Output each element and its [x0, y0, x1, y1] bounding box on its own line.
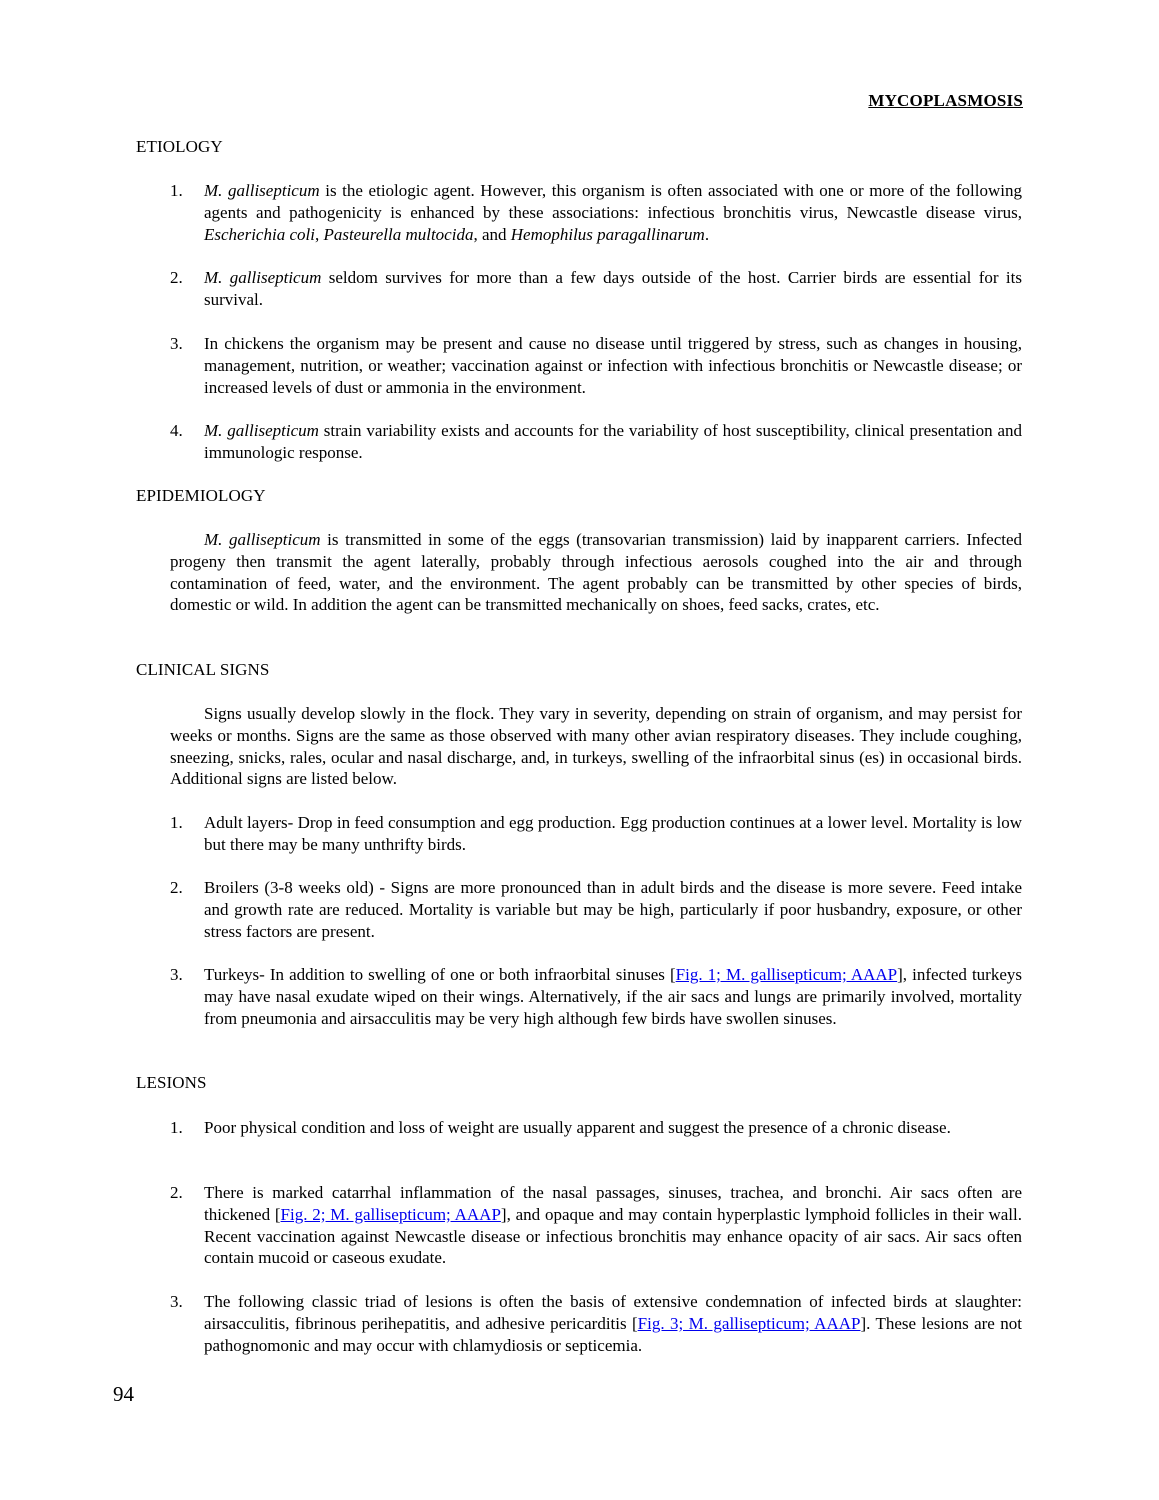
item-number: 1. — [170, 1118, 183, 1137]
item-number: 3. — [170, 334, 183, 353]
clinical-signs-intro: Signs usually develop slowly in the flock. They vary in severity, depending on strain of organism, and may persist for weeks or months. Signs are the same as those observed with many other avian respiratory diseases. They include coughing, sneezing, snicks, rales, ocular and nasal discharge, and, in turkeys, swelling of the infraorbital sinus (es) in occasional birds. Additional signs are listed below. — [170, 704, 1022, 789]
item-text: M. gallisepticum is the etiologic agent. However, this organism is often associated with one or more of the following agents and pathogenicity is enhanced by these associations: infectious bronchitis virus, Newcastle disease virus, Escherichia coli, Pasteurella multocida, and Hemophilus paragallinarum. — [204, 181, 1023, 244]
etiology-item-3 — [170, 333, 1022, 398]
item-text: Turkeys- In addition to swelling of one or both infraorbital sinuses [Fig. 1; M. gallisepticum; AAAP], infected turkeys may have nasal exudate wiped on their wings. Alternatively, if the air sacs and lungs are primarily involved, mortality from pneumonia and airsacculitis may be very high although few birds have swollen sinuses. — [204, 965, 1022, 1028]
clinical-item-3 — [170, 964, 1022, 1029]
item-text: Poor physical condition and loss of weight are usually apparent and suggest the presence of a chronic disease. — [204, 1118, 951, 1137]
item-text: Adult layers- Drop in feed consumption and egg production. Egg production continues at a lower level. Mortality is low but there may be many unthrifty birds. — [204, 813, 1022, 854]
epidemiology-heading: EPIDEMIOLOGY — [136, 486, 266, 505]
figure-link-fig-1[interactable]: Fig. 1; M. gallisepticum; AAAP — [675, 965, 898, 984]
item-number: 4. — [170, 421, 183, 440]
item-text: M. gallisepticum seldom survives for more than a few days outside of the host. Carrier birds are essential for its survival. — [204, 268, 1022, 309]
item-text: Broilers (3-8 weeks old) - Signs are more pronounced than in adult birds and the disease is more severe. Feed intake and growth rate are reduced. Mortality is variable but may be high, particularly if poor husbandry, exposure, or other stress factors are present. — [204, 878, 1022, 941]
epidemiology-paragraph: M. gallisepticum is transmitted in some of the eggs (transovarian transmission) laid by inapparent carriers. Infected progeny then transmit the agent laterally, probably through infectious aerosols coughed into the air and through contamination of feed, water, and the environment. The agent probably can be transmitted by other species of birds, domestic or wild. In addition the agent can be transmitted mechanically on shoes, feed sacks, crates, etc. — [170, 530, 1023, 615]
figure-link-fig-3[interactable]: Fig. 3; M. gallisepticum; AAAP — [637, 1313, 861, 1333]
lesions-item-3 — [170, 1291, 1022, 1356]
item-number: 2. — [170, 268, 183, 287]
etiology-item-1 — [170, 180, 1022, 245]
item-number: 1. — [170, 181, 183, 200]
etiology-item-4 — [170, 420, 1022, 464]
item-text: There is marked catarrhal inflammation of the nasal passages, sinuses, trachea, and bronchi. Air sacs often are thickened [Fig. 2; M. gallisepticum; AAAP], and opaque and may contain hyperplastic lymphoid follicles in their wall. Recent vaccination against Newcastle disease or infectious bronchitis may enhance opacity of air sacs. Air sacs often contain mucoid or caseous exudate. — [204, 1183, 1022, 1268]
item-number: 2. — [170, 878, 183, 897]
item-number: 1. — [170, 813, 183, 832]
clinical-item-2 — [170, 877, 1022, 942]
page-title: MYCOPLASMOSIS — [868, 91, 1023, 110]
etiology-item-2 — [170, 267, 1022, 311]
page-number: 94 — [113, 1382, 134, 1406]
item-text: In chickens the organism may be present and cause no disease until triggered by stress, such as changes in housing, management, nutrition, or weather; vaccination against or infection with infectious bronchitis or Newcastle disease; or increased levels of dust or ammonia in the environment. — [204, 334, 1022, 397]
item-text: The following classic triad of lesions is often the basis of extensive condemnation of infected birds at slaughter: airsacculitis, fibrinous perihepatitis, and adhesive pericarditis [Fig. 3; M. gallisepticum; AAAP]. These lesions are not pathognomonic and may occur with chlamydiosis or septicemia. — [204, 1292, 1022, 1355]
etiology-heading: ETIOLOGY — [136, 137, 223, 156]
lesions-item-1 — [170, 1117, 1022, 1139]
item-number: 3. — [170, 965, 183, 984]
lesions-heading: LESIONS — [136, 1073, 207, 1092]
item-number: 3. — [170, 1292, 183, 1311]
item-number: 2. — [170, 1183, 183, 1202]
clinical-item-1 — [170, 812, 1022, 856]
clinical-signs-heading: CLINICAL SIGNS — [136, 660, 270, 679]
item-text: M. gallisepticum strain variability exists and accounts for the variability of host susceptibility, clinical presentation and immunologic response. — [204, 421, 1022, 462]
figure-link-fig-2[interactable]: Fig. 2; M. gallisepticum; AAAP — [280, 1204, 501, 1224]
lesions-item-2 — [170, 1182, 1022, 1269]
